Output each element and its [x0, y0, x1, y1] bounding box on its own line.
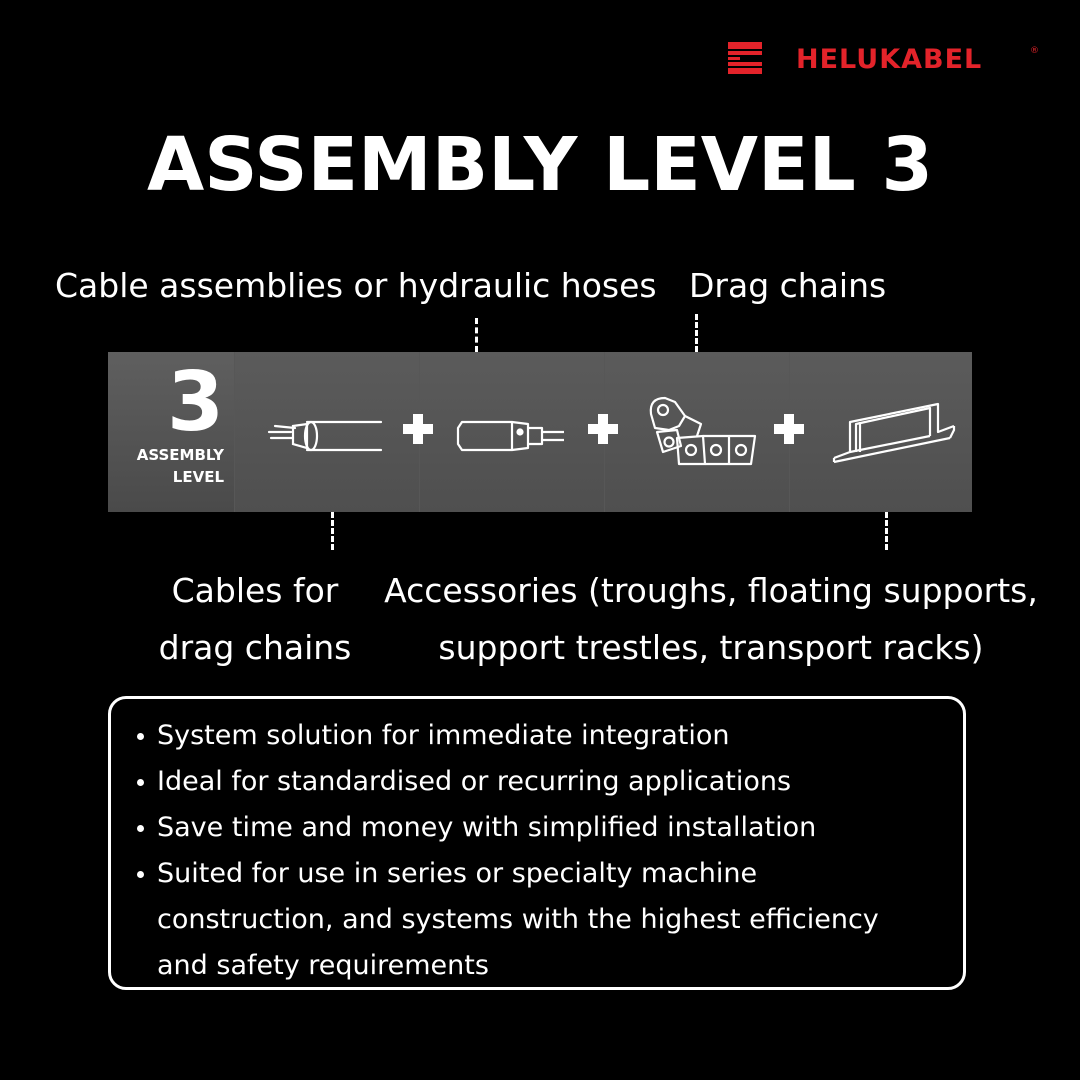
- brand-name: HELUKABEL: [796, 44, 983, 75]
- plus-icon: [586, 412, 620, 446]
- label-cables-for-drag-chains: [150, 562, 360, 676]
- benefits-list: [111, 699, 963, 989]
- page-title: ASSEMBLY LEVEL 3: [146, 122, 934, 208]
- component-cell-cable: [235, 352, 419, 512]
- level-caption-line2: LEVEL: [172, 468, 224, 486]
- component-cell-trough: [790, 352, 972, 512]
- leader-line-drag-chains: [695, 314, 698, 352]
- assembly-level-badge: [108, 352, 234, 512]
- benefit-item: System solution for immediate integration: [157, 713, 933, 759]
- benefit-item: Save time and money with simplified installation: [157, 805, 933, 851]
- level-caption: [137, 444, 224, 488]
- connector-icon: [420, 352, 604, 512]
- trough-icon: [790, 352, 972, 512]
- plus-icon: [401, 412, 435, 446]
- component-cell-drag-chain: [605, 352, 789, 512]
- label-accessories: [376, 562, 1046, 676]
- helukabel-mark-icon: [728, 42, 762, 74]
- benefits-box: [108, 696, 966, 990]
- leader-line-accessories: [885, 512, 888, 550]
- leader-line-cable-assemblies: [475, 318, 478, 352]
- label-accessories-line2: support trestles, transport racks): [438, 628, 984, 667]
- helukabel-logo: [728, 42, 1040, 78]
- benefit-item: Suited for use in series or specialty machine construction, and systems with the highest efficiency and safety requirements: [157, 851, 933, 989]
- label-cables-line2: drag chains: [158, 628, 352, 667]
- registered-mark: ®: [1030, 46, 1039, 56]
- label-cables-line1: Cables for: [171, 571, 339, 610]
- component-strip: [108, 352, 972, 512]
- label-drag-chains: Drag chains: [689, 266, 887, 305]
- benefit-item: Ideal for standardised or recurring applications: [157, 759, 933, 805]
- cable-icon: [235, 352, 419, 512]
- component-cell-connector: [420, 352, 604, 512]
- drag-chain-icon: [605, 352, 789, 512]
- level-caption-line1: ASSEMBLY: [136, 446, 224, 464]
- label-cable-assemblies: Cable assemblies or hydraulic hoses: [55, 266, 657, 305]
- level-number: 3: [166, 355, 224, 450]
- plus-icon: [772, 412, 806, 446]
- label-accessories-line1: Accessories (troughs, floating supports,: [384, 571, 1038, 610]
- leader-line-cables: [331, 512, 334, 550]
